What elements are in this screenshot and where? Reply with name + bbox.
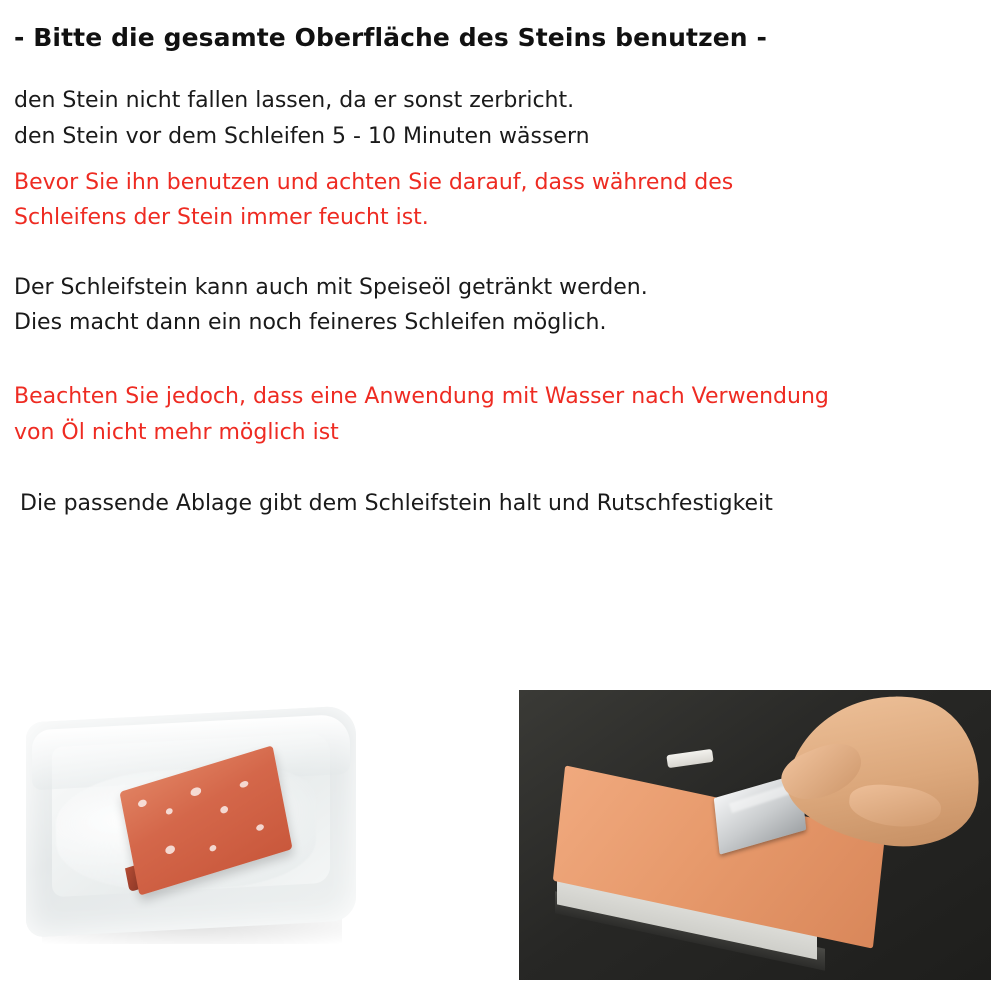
care-line-2: den Stein vor dem Schleifen 5 - 10 Minuten wässern (14, 123, 590, 149)
water-drop (165, 844, 176, 855)
oil-usage-block (14, 270, 987, 341)
tray-note-block (14, 486, 987, 522)
tray-note-line-1: Die passende Ablage gibt dem Schleifstein halt und Rutschfestigkeit (20, 491, 773, 517)
moisture-warning-line-2: Schleifens der Stein immer feucht ist. (14, 205, 429, 231)
care-line-1: den Stein nicht fallen lassen, da er sonst zerbricht. (14, 88, 575, 114)
moisture-warning-line-1: Bevor Sie ihn benutzen und achten Sie darauf, dass während des (14, 169, 734, 195)
water-drop (137, 799, 147, 809)
whetstone-soaking-photo (14, 696, 374, 986)
photo-row (0, 690, 1001, 990)
knife-sharpening-photo (519, 690, 991, 980)
water-warning-line-1: Beachten Sie jedoch, dass eine Anwendung mit Wasser nach Verwendung (14, 384, 829, 409)
water-drop (165, 807, 173, 815)
oil-line-2: Dies macht dann ein noch feineres Schleifen möglich. (14, 310, 607, 336)
water-warning-line-2: von Öl nicht mehr möglich ist (14, 419, 339, 445)
moisture-warning-block (14, 165, 987, 236)
water-drop (220, 805, 229, 814)
water-drop (239, 780, 249, 789)
water-after-oil-warning-block (14, 379, 987, 450)
page-title: - Bitte die gesamte Oberfläche des Steins benutzen - (14, 23, 767, 52)
care-instructions-block (14, 83, 987, 154)
water-drop (256, 823, 265, 831)
water-drop (190, 786, 202, 797)
oil-line-1: Der Schleifstein kann auch mit Speiseöl getränkt werden. (14, 274, 648, 300)
water-drop (209, 844, 217, 852)
